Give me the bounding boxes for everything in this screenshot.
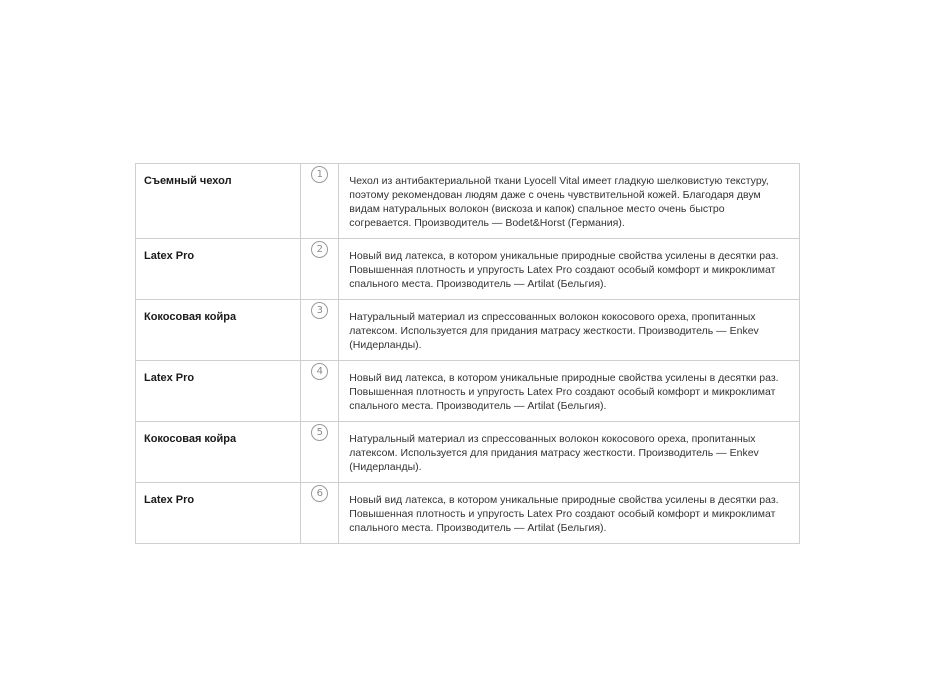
- layer-number-badge: 4: [311, 363, 328, 380]
- layer-name: Latex Pro: [144, 494, 195, 506]
- mattress-layers-table: [135, 163, 800, 544]
- layer-name: Latex Pro: [144, 372, 195, 384]
- layer-name-cell: [136, 422, 301, 483]
- layer-name: Кокосовая койра: [144, 433, 237, 445]
- table-row: [136, 300, 800, 361]
- layer-description: Натуральный материал из спрессованных волокон кокосового ореха, пропитанных латексом. Используется для придания матрасу жесткости. Производитель — Enkev (Нидерланды).: [349, 433, 759, 473]
- layer-name-cell: [136, 300, 301, 361]
- layer-name: Latex Pro: [144, 250, 195, 262]
- table-row: [136, 361, 800, 422]
- layer-number-badge: 1: [311, 166, 328, 183]
- layer-description: Чехол из антибактериальной ткани Lyocell Vital имеет гладкую шелковистую текстуру, поэтому рекомендован людям даже с очень чувствительной кожей. Благодаря двум видам натуральных волокон (вискоза и капок) спальное место очень быстро согревается. Производитель — Bodet&Horst (Германия).: [349, 175, 769, 229]
- layer-number-badge: 2: [311, 241, 328, 258]
- table-row: [136, 239, 800, 300]
- layer-name-cell: [136, 164, 301, 239]
- layer-description-cell: [339, 300, 800, 361]
- layer-name: Съемный чехол: [144, 175, 232, 187]
- layer-name-cell: [136, 483, 301, 544]
- layer-number-cell: [301, 239, 339, 300]
- layer-description-cell: [339, 164, 800, 239]
- layer-description: Натуральный материал из спрессованных волокон кокосового ореха, пропитанных латексом. Используется для придания матрасу жесткости. Производитель — Enkev (Нидерланды).: [349, 311, 759, 351]
- layer-number-badge: 6: [311, 485, 328, 502]
- table-row: [136, 483, 800, 544]
- layer-name: Кокосовая койра: [144, 311, 237, 323]
- layer-number-cell: [301, 483, 339, 544]
- layer-name-cell: [136, 239, 301, 300]
- layer-description-cell: [339, 422, 800, 483]
- table-row: [136, 422, 800, 483]
- layer-name-cell: [136, 361, 301, 422]
- layer-number-cell: [301, 300, 339, 361]
- layer-number-cell: [301, 422, 339, 483]
- table-row: [136, 164, 800, 239]
- layer-number-badge: 5: [311, 424, 328, 441]
- layer-description: Новый вид латекса, в котором уникальные природные свойства усилены в десятки раз. Повышенная плотность и упругость Latex Pro создают особый комфорт и микроклимат спального места. Производитель — Artilat (Бельгия).: [349, 250, 779, 290]
- layer-number-cell: [301, 164, 339, 239]
- layer-description: Новый вид латекса, в котором уникальные природные свойства усилены в десятки раз. Повышенная плотность и упругость Latex Pro создают особый комфорт и микроклимат спального места. Производитель — Artilat (Бельгия).: [349, 494, 779, 534]
- layer-number-badge: 3: [311, 302, 328, 319]
- layer-description-cell: [339, 483, 800, 544]
- layer-description-cell: [339, 239, 800, 300]
- layer-description-cell: [339, 361, 800, 422]
- layer-number-cell: [301, 361, 339, 422]
- layer-description: Новый вид латекса, в котором уникальные природные свойства усилены в десятки раз. Повышенная плотность и упругость Latex Pro создают особый комфорт и микроклимат спального места. Производитель — Artilat (Бельгия).: [349, 372, 779, 412]
